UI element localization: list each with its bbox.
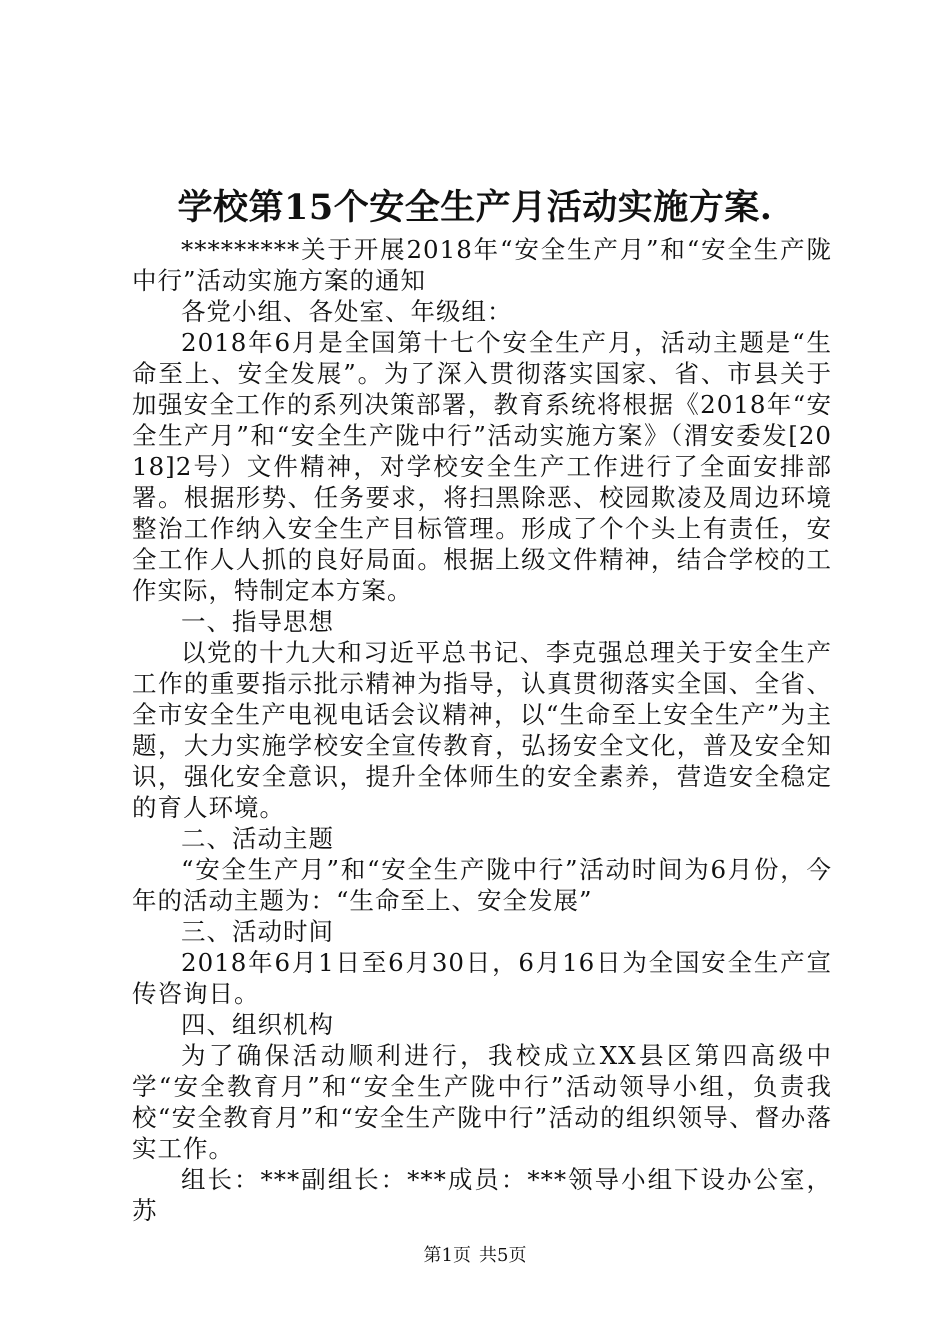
page-number: 第1页 bbox=[423, 1245, 471, 1266]
notice-heading: *********关于开展2018年“安全生产月”和“安全生产陇中行”活动实施方案的通知 bbox=[132, 235, 832, 295]
page-footer bbox=[0, 1244, 950, 1268]
section-heading-theme: 二、活动主题 bbox=[181, 824, 334, 853]
organization-paragraph: 为了确保活动顺利进行，我校成立XX县区第四高级中学“安全教育月”和“安全生产陇中行”活动领导小组，负责我校“安全教育月”和“安全生产陇中行”活动的组织领导、督办落实工作。 bbox=[132, 1041, 832, 1163]
section-heading-guiding-thought: 一、指导思想 bbox=[181, 607, 334, 636]
document-body bbox=[132, 234, 832, 1226]
page-total: 共5页 bbox=[479, 1245, 527, 1266]
guiding-thought-paragraph: 以党的十九大和习近平总书记、李克强总理关于安全生产工作的重要指示批示精神为指导，认真贯彻落实全国、全省、全市安全生产电视电话会议精神，以“生命至上安全生产”为主题，大力实施学校安全宣传教育，弘扬安全文化，普及安全知识，强化安全意识，提升全体师生的安全素养，营造安全稳定的育人环境。 bbox=[132, 638, 832, 822]
time-paragraph: 2018年6月1日至6月30日，6月16日为全国安全生产宣传咨询日。 bbox=[132, 948, 832, 1008]
theme-paragraph: “安全生产月”和“安全生产陇中行”活动时间为6月份，今年的活动主题为：“生命至上、安全发展” bbox=[132, 855, 832, 915]
members-line: 组长：***副组长：***成员：***领导小组下设办公室，苏 bbox=[132, 1165, 832, 1225]
intro-paragraph: 2018年6月是全国第十七个安全生产月，活动主题是“生命至上、安全发展”。为了深入贯彻落实国家、省、市县关于加强安全工作的系列决策部署，教育系统将根据《2018年“安全生产月”和“安全生产陇中行”活动实施方案》（渭安委发[2018]2号）文件精神，对学校安全生产工作进行了全面安排部署。根据形势、任务要求，将扫黑除恶、校园欺凌及周边环境整治工作纳入安全生产目标管理。形成了个个头上有责任，安全工作人人抓的良好局面。根据上级文件精神，结合学校的工作实际，特制定本方案。 bbox=[132, 328, 832, 605]
section-heading-organization: 四、组织机构 bbox=[181, 1010, 334, 1039]
section-heading-time: 三、活动时间 bbox=[181, 917, 334, 946]
addressee-line: 各党小组、各处室、年级组： bbox=[181, 297, 513, 326]
document-title: 学校第15个安全生产月活动实施方案. bbox=[177, 187, 773, 228]
